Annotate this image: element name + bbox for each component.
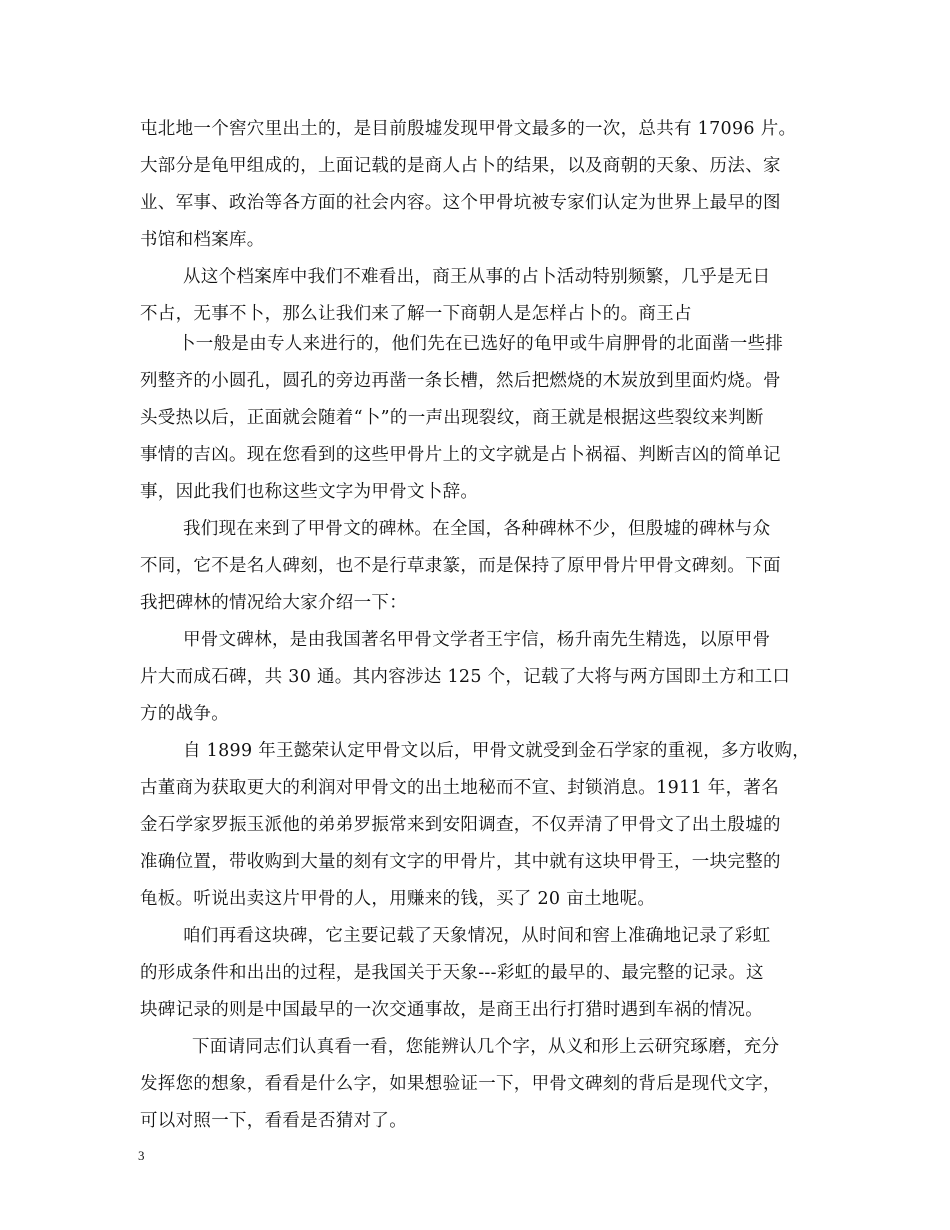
- text-line: 发挥您的想象，看看是什么字，如果想验证一下，甲骨文碑刻的背后是现代文字，: [140, 1074, 781, 1094]
- text-line: 可以对照一下，看看是否猜对了。: [140, 1111, 407, 1131]
- text-line: 方的战争。: [140, 704, 229, 724]
- text-line: 块碑记录的则是中国最早的一次交通事故，是商王出行打猎时遇到车祸的情况。: [140, 1000, 763, 1020]
- text-line: 自 1899 年王懿荣认定甲骨文以后，甲骨文就受到金石学家的重视，多方收购，: [183, 741, 811, 761]
- text-line: 我把碑林的情况给大家介绍一下：: [140, 593, 407, 613]
- text-line: 事，因此我们也称这些文字为甲骨文卜辞。: [140, 482, 479, 502]
- text-line: 业、军事、政治等各方面的社会内容。这个甲骨坑被专家们认定为世界上最早的图: [140, 193, 781, 213]
- text-line: 头受热以后，正面就会随着“卜”的一声出现裂纹，商王就是根据这些裂纹来判断: [140, 408, 764, 428]
- text-line: 从这个档案库中我们不难看出，商王从事的占卜活动特别频繁，几乎是无日: [183, 267, 771, 287]
- text-line: 事情的吉凶。现在您看到的这些甲骨片上的文字就是占卜祸福、判断吉凶的简单记: [140, 445, 781, 465]
- text-line: 卜一般是由专人来进行的，他们先在已选好的龟甲或牛肩胛骨的北面凿一些排: [178, 334, 784, 354]
- text-line: 不同，它不是名人碑刻，也不是行草隶篆，而是保持了原甲骨片甲骨文碑刻。下面: [140, 556, 781, 576]
- text-line: 我们现在来到了甲骨文的碑林。在全国，各种碑林不少，但殷墟的碑林与众: [183, 519, 771, 539]
- text-line: 金石学家罗振玉派他的弟弟罗振常来到安阳调查，不仅弄清了甲骨文了出土殷墟的: [140, 815, 781, 835]
- text-line: 列整齐的小圆孔，圆孔的旁边再凿一条长槽，然后把燃烧的木炭放到里面灼烧。骨: [140, 371, 781, 391]
- text-line: 片大而成石碑，共 30 通。其内容涉达 125 个，记载了大将与两方国即土方和工口: [140, 667, 791, 687]
- text-line: 古董商为获取更大的利润对甲骨文的出土地秘而不宣、封锁消息。1911 年，著名: [140, 778, 779, 798]
- text-line: 准确位置，带收购到大量的刻有文字的甲骨片，其中就有这块甲骨王，一块完整的: [140, 852, 781, 872]
- text-line: 大部分是龟甲组成的，上面记载的是商人占卜的结果，以及商朝的天象、历法、家: [140, 156, 781, 176]
- text-line: 咱们再看这块碑，它主要记载了天象情况，从时间和窖上准确地记录了彩虹: [183, 926, 771, 946]
- text-line: 甲骨文碑林，是由我国著名甲骨文学者王宇信，杨升南先生精选，以原甲骨: [183, 630, 771, 650]
- text-line: 不占，无事不卜，那么让我们来了解一下商朝人是怎样占卜的。商王占: [140, 304, 692, 324]
- text-line: 书馆和档案库。: [140, 230, 265, 250]
- page-number: 3: [138, 1148, 145, 1163]
- text-line: 屯北地一个窖穴里出土的，是目前殷墟发现甲骨文最多的一次，总共有 17096 片。: [140, 119, 797, 139]
- text-line: 的形成条件和出出的过程，是我国关于天象---彩虹的最早的、最完整的记录。这: [140, 963, 764, 983]
- text-line: 龟板。听说出卖这片甲骨的人，用赚来的钱，买了 20 亩土地呢。: [140, 889, 656, 909]
- text-line: 下面请同志们认真看一看，您能辨认几个字，从义和形上云研究琢磨，充分: [192, 1037, 780, 1057]
